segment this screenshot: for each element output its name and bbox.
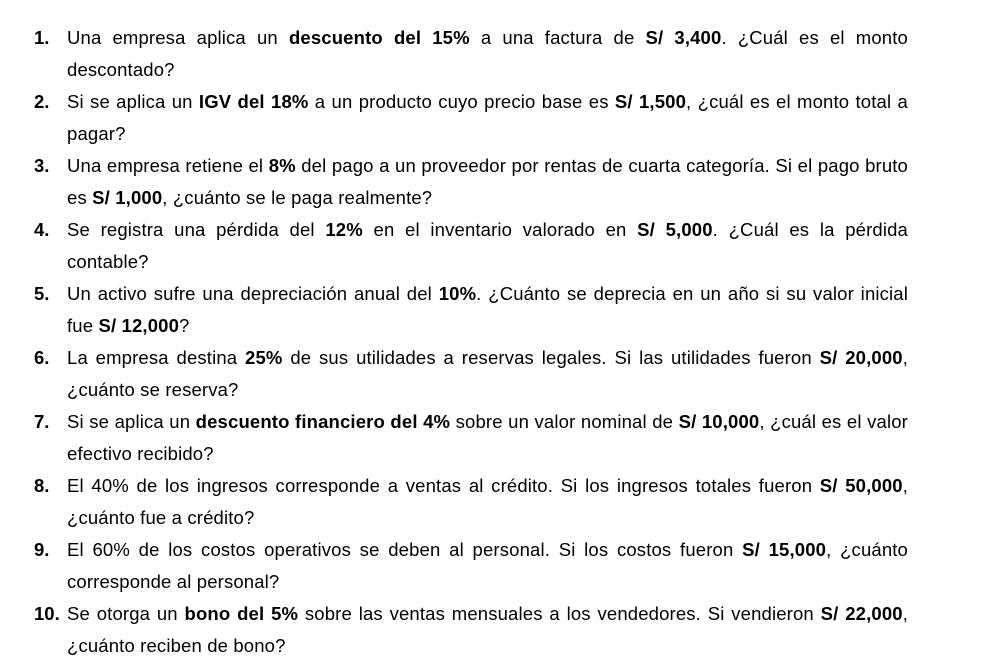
statement-text: Si se aplica un [67,411,196,432]
problem-number: 6. [34,347,50,368]
problem-number: 8. [34,475,50,496]
problem-number: 3. [34,155,50,176]
statement-highlight: descuento financiero del 4% [195,411,451,432]
statement-highlight: S/ 1,500 [614,91,687,112]
statement-highlight: S/ 5,000 [637,219,713,240]
statement-text: del pago a un proveedor por rentas de cuarta categoría. Si el pago bruto es [67,155,908,208]
problem-item [34,150,908,214]
problem-statement [67,406,908,470]
statement-text: , ¿cuánto se reserva? [67,347,908,400]
problem-number: 1. [34,27,50,48]
problem-statement [67,86,908,150]
statement-text: de sus utilidades a reservas legales. Si las utilidades fueron [282,347,820,368]
statement-text: en el inventario valorado en [362,219,638,240]
statement-text: Una empresa retiene el [67,155,269,176]
statement-text: La empresa destina [67,347,246,368]
problem-statement [67,470,908,534]
statement-text: , ¿cuánto corresponde al personal? [67,539,908,592]
problem-item [34,86,908,150]
statement-text: , ¿cuál es el monto total a pagar? [67,91,908,144]
statement-text: . ¿Cuánto se deprecia en un año si su valor inicial fue [67,283,908,336]
statement-highlight: descuento del 15% [288,27,470,48]
problem-item [34,534,908,598]
statement-text: sobre un valor nominal de [450,411,679,432]
problem-item [34,278,908,342]
statement-text: , ¿cuánto reciben de bono? [67,603,908,656]
statement-highlight: 12% [325,219,363,240]
statement-highlight: S/ 15,000 [742,539,827,560]
statement-highlight: S/ 10,000 [678,411,760,432]
statement-text: sobre las ventas mensuales a los vendedores. Si vendieron [298,603,821,624]
statement-highlight: S/ 50,000 [819,475,903,496]
statement-text: El 40% de los ingresos corresponde a ventas al crédito. Si los ingresos totales fueron [67,475,820,496]
statement-highlight: 25% [245,347,283,368]
statement-highlight: 10% [438,283,477,304]
statement-highlight: 8% [268,155,296,176]
problem-number: 10. [34,603,60,624]
statement-text: a un producto cuyo precio base es [308,91,615,112]
statement-text: , ¿cuál es el valor efectivo recibido? [67,411,908,464]
statement-highlight: S/ 1,000 [92,187,163,208]
statement-text: El 60% de los costos operativos se deben al personal. Si los costos fueron [67,539,743,560]
problem-statement [67,598,908,662]
problem-statement [67,278,908,342]
statement-text: , ¿cuánto se le paga realmente? [162,187,433,208]
statement-highlight: S/ 22,000 [820,603,903,624]
problem-statement [67,150,908,214]
statement-text: . ¿Cuál es el monto descontado? [67,27,908,80]
problem-number: 9. [34,539,50,560]
statement-text: . ¿Cuál es la pérdida contable? [67,219,908,272]
problem-item [34,342,908,406]
problem-statement [67,342,908,406]
problem-statement [67,214,908,278]
statement-text: Si se aplica un [67,91,199,112]
problem-statement [67,22,908,86]
problem-item [34,598,908,662]
statement-highlight: IGV del 18% [198,91,309,112]
statement-highlight: S/ 20,000 [819,347,903,368]
statement-text: Una empresa aplica un [67,27,289,48]
problem-number: 7. [34,411,50,432]
statement-text: a una factura de [469,27,646,48]
statement-text: Un activo sufre una depreciación anual del [67,283,439,304]
statement-text: Se registra una pérdida del [67,219,326,240]
problem-item [34,406,908,470]
problem-list [34,22,908,662]
statement-text: Se otorga un [67,603,185,624]
problem-number: 2. [34,91,50,112]
problem-item [34,470,908,534]
statement-highlight: S/ 12,000 [98,315,180,336]
statement-highlight: S/ 3,400 [645,27,722,48]
statement-highlight: bono del 5% [184,603,299,624]
problem-statement [67,534,908,598]
problem-item [34,214,908,278]
problem-number: 5. [34,283,50,304]
problem-number: 4. [34,219,50,240]
statement-text: ? [179,315,190,336]
statement-text: , ¿cuánto fue a crédito? [67,475,909,528]
problem-item [34,22,908,86]
